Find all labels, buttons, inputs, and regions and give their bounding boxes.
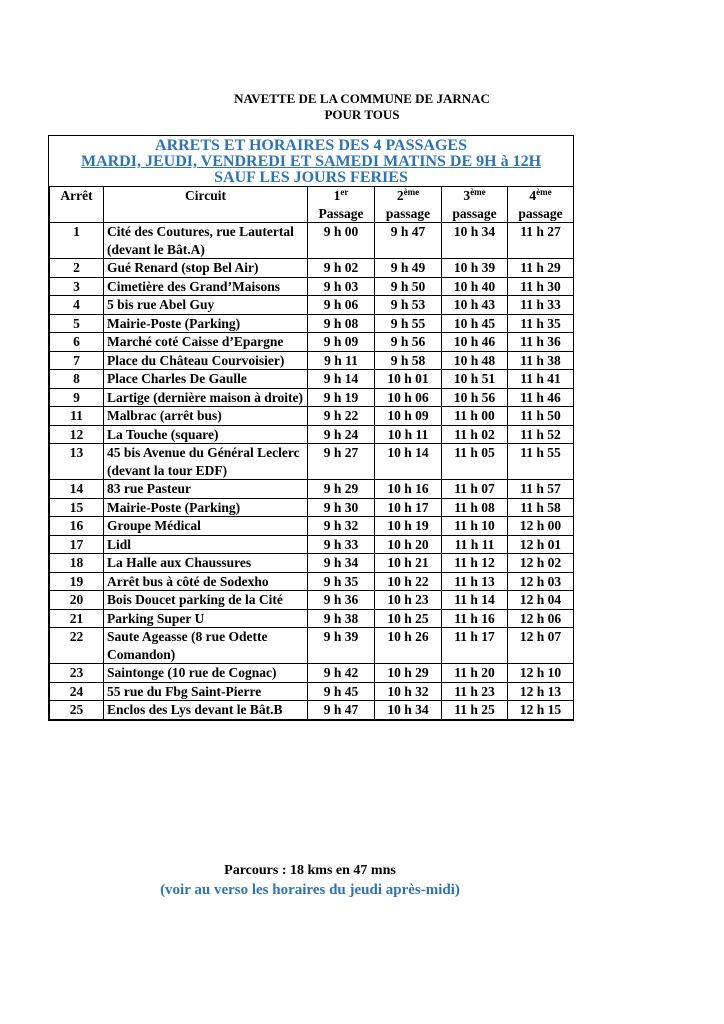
- time-passage-3: 10 h 48: [442, 351, 508, 370]
- time-passage-2: 10 h 20: [375, 535, 442, 554]
- table-row: [50, 277, 574, 296]
- table-row: [50, 591, 574, 610]
- stop-number: 13: [50, 444, 104, 480]
- stop-number: 20: [50, 591, 104, 610]
- table-row: [50, 370, 574, 389]
- stop-number: 17: [50, 535, 104, 554]
- time-passage-4: 12 h 01: [508, 535, 574, 554]
- stop-circuit: Place Charles De Gaulle: [104, 370, 308, 389]
- time-passage-3: 10 h 43: [442, 296, 508, 315]
- time-passage-4: 12 h 03: [508, 572, 574, 591]
- time-passage-2: 10 h 17: [375, 498, 442, 517]
- time-passage-4: 12 h 06: [508, 609, 574, 628]
- time-passage-3: 11 h 02: [442, 425, 508, 444]
- route-distance: Parcours : 18 kms en 47 mns: [224, 863, 396, 878]
- time-passage-3: 10 h 39: [442, 259, 508, 278]
- stop-circuit: Groupe Médical: [104, 517, 308, 536]
- time-passage-2: 10 h 16: [375, 480, 442, 499]
- time-passage-3: 10 h 51: [442, 370, 508, 389]
- time-passage-1: 9 h 06: [308, 296, 375, 315]
- time-passage-2: 9 h 58: [375, 351, 442, 370]
- time-passage-3: 10 h 56: [442, 388, 508, 407]
- table-row: [50, 554, 574, 573]
- time-passage-2: 9 h 53: [375, 296, 442, 315]
- stop-number: 7: [50, 351, 104, 370]
- time-passage-4: 12 h 02: [508, 554, 574, 573]
- time-passage-2: 10 h 01: [375, 370, 442, 389]
- table-row: [50, 498, 574, 517]
- time-passage-2: 10 h 23: [375, 591, 442, 610]
- stop-number: 19: [50, 572, 104, 591]
- time-passage-4: 12 h 04: [508, 591, 574, 610]
- stop-circuit: 55 rue du Fbg Saint-Pierre: [104, 682, 308, 701]
- header-passage-2: 2ème passage: [375, 187, 442, 223]
- stop-circuit: Mairie-Poste (Parking): [104, 314, 308, 333]
- time-passage-2: 9 h 50: [375, 277, 442, 296]
- stop-number: 9: [50, 388, 104, 407]
- time-passage-4: 11 h 41: [508, 370, 574, 389]
- stop-circuit: Lidl: [104, 535, 308, 554]
- time-passage-4: 11 h 36: [508, 333, 574, 352]
- stop-circuit: La Touche (square): [104, 425, 308, 444]
- time-passage-2: 10 h 34: [375, 701, 442, 720]
- time-passage-1: 9 h 32: [308, 517, 375, 536]
- time-passage-3: 11 h 20: [442, 664, 508, 683]
- stop-number: 1: [50, 223, 104, 259]
- time-passage-1: 9 h 47: [308, 701, 375, 720]
- table-row: [50, 664, 574, 683]
- header-passage-3: 3ème passage: [442, 187, 508, 223]
- time-passage-3: 10 h 34: [442, 223, 508, 259]
- stop-circuit: La Halle aux Chaussures: [104, 554, 308, 573]
- time-passage-4: 11 h 58: [508, 498, 574, 517]
- stop-circuit: Arrêt bus à côté de Sodexho: [104, 572, 308, 591]
- time-passage-1: 9 h 24: [308, 425, 375, 444]
- stop-number: 3: [50, 277, 104, 296]
- stop-number: 25: [50, 701, 104, 720]
- time-passage-4: 11 h 55: [508, 444, 574, 480]
- time-passage-4: 11 h 35: [508, 314, 574, 333]
- stop-number: 14: [50, 480, 104, 499]
- stop-number: 11: [50, 407, 104, 426]
- stop-circuit: 83 rue Pasteur: [104, 480, 308, 499]
- time-passage-1: 9 h 22: [308, 407, 375, 426]
- time-passage-4: 11 h 38: [508, 351, 574, 370]
- time-passage-3: 10 h 46: [442, 333, 508, 352]
- header-passage-1: 1er Passage: [308, 187, 375, 223]
- stop-number: 6: [50, 333, 104, 352]
- stop-number: 21: [50, 609, 104, 628]
- table-row: [50, 314, 574, 333]
- time-passage-4: 11 h 52: [508, 425, 574, 444]
- table-row: [50, 296, 574, 315]
- time-passage-4: 11 h 30: [508, 277, 574, 296]
- time-passage-3: 11 h 12: [442, 554, 508, 573]
- schedule-banner: [49, 136, 573, 186]
- stop-circuit: 45 bis Avenue du Général Leclerc (devant la tour EDF): [104, 444, 308, 480]
- verso-note: (voir au verso les horaires du jeudi après-midi): [160, 882, 460, 898]
- time-passage-4: 11 h 46: [508, 388, 574, 407]
- time-passage-3: 11 h 10: [442, 517, 508, 536]
- time-passage-2: 10 h 19: [375, 517, 442, 536]
- time-passage-3: 10 h 45: [442, 314, 508, 333]
- header-stop: Arrêt: [50, 187, 104, 223]
- time-passage-1: 9 h 38: [308, 609, 375, 628]
- time-passage-2: 9 h 56: [375, 333, 442, 352]
- time-passage-3: 11 h 07: [442, 480, 508, 499]
- table-row: [50, 223, 574, 259]
- time-passage-1: 9 h 19: [308, 388, 375, 407]
- time-passage-2: 10 h 09: [375, 407, 442, 426]
- header-circuit: Circuit: [104, 187, 308, 223]
- time-passage-1: 9 h 36: [308, 591, 375, 610]
- stop-number: 23: [50, 664, 104, 683]
- time-passage-1: 9 h 35: [308, 572, 375, 591]
- time-passage-3: 11 h 13: [442, 572, 508, 591]
- table-row: [50, 701, 574, 720]
- schedule-sheet: [48, 135, 574, 721]
- time-passage-1: 9 h 00: [308, 223, 375, 259]
- time-passage-2: 10 h 25: [375, 609, 442, 628]
- stop-circuit: 5 bis rue Abel Guy: [104, 296, 308, 315]
- stop-number: 15: [50, 498, 104, 517]
- time-passage-3: 11 h 14: [442, 591, 508, 610]
- time-passage-4: 12 h 15: [508, 701, 574, 720]
- time-passage-4: 11 h 50: [508, 407, 574, 426]
- table-row: [50, 425, 574, 444]
- time-passage-1: 9 h 29: [308, 480, 375, 499]
- stop-number: 4: [50, 296, 104, 315]
- time-passage-1: 9 h 03: [308, 277, 375, 296]
- banner-line-2: MARDI, JEUDI, VENDREDI ET SAMEDI MATINS DE 9H à 12H: [80, 153, 542, 170]
- table-row: [50, 535, 574, 554]
- time-passage-4: 11 h 29: [508, 259, 574, 278]
- time-passage-4: 12 h 07: [508, 628, 574, 664]
- stop-circuit: Lartige (dernière maison à droite): [104, 388, 308, 407]
- table-row: [50, 480, 574, 499]
- time-passage-3: 10 h 40: [442, 277, 508, 296]
- time-passage-1: 9 h 02: [308, 259, 375, 278]
- time-passage-3: 11 h 23: [442, 682, 508, 701]
- table-row: [50, 259, 574, 278]
- stop-circuit: Bois Doucet parking de la Cité: [104, 591, 308, 610]
- time-passage-4: 12 h 00: [508, 517, 574, 536]
- time-passage-2: 10 h 14: [375, 444, 442, 480]
- time-passage-2: 9 h 47: [375, 223, 442, 259]
- header-passage-4: 4ème passage: [508, 187, 574, 223]
- table-row: [50, 351, 574, 370]
- time-passage-1: 9 h 27: [308, 444, 375, 480]
- schedule-table: [49, 186, 574, 720]
- time-passage-4: 11 h 57: [508, 480, 574, 499]
- stop-circuit: Place du Château Courvoisier): [104, 351, 308, 370]
- banner-line-3: SAUF LES JOURS FERIES: [214, 169, 408, 186]
- table-row: [50, 682, 574, 701]
- time-passage-3: 11 h 11: [442, 535, 508, 554]
- time-passage-2: 10 h 32: [375, 682, 442, 701]
- stop-number: 8: [50, 370, 104, 389]
- time-passage-3: 11 h 16: [442, 609, 508, 628]
- table-header-row: [50, 187, 574, 223]
- time-passage-1: 9 h 39: [308, 628, 375, 664]
- stop-circuit: Cité des Coutures, rue Lautertal (devant le Bât.A): [104, 223, 308, 259]
- time-passage-2: 9 h 55: [375, 314, 442, 333]
- stop-number: 24: [50, 682, 104, 701]
- banner-line-1: ARRETS ET HORAIRES DES 4 PASSAGES: [155, 137, 467, 154]
- table-row: [50, 517, 574, 536]
- table-row: [50, 628, 574, 664]
- time-passage-2: 10 h 29: [375, 664, 442, 683]
- time-passage-4: 11 h 33: [508, 296, 574, 315]
- stop-circuit: Saintonge (10 rue de Cognac): [104, 664, 308, 683]
- time-passage-4: 12 h 10: [508, 664, 574, 683]
- stop-circuit: Gué Renard (stop Bel Air): [104, 259, 308, 278]
- time-passage-1: 9 h 14: [308, 370, 375, 389]
- time-passage-4: 12 h 13: [508, 682, 574, 701]
- time-passage-2: 10 h 21: [375, 554, 442, 573]
- table-row: [50, 333, 574, 352]
- table-row: [50, 444, 574, 480]
- table-row: [50, 572, 574, 591]
- time-passage-1: 9 h 11: [308, 351, 375, 370]
- time-passage-3: 11 h 05: [442, 444, 508, 480]
- stop-circuit: Enclos des Lys devant le Bât.B: [104, 701, 308, 720]
- stop-number: 2: [50, 259, 104, 278]
- time-passage-1: 9 h 33: [308, 535, 375, 554]
- time-passage-1: 9 h 08: [308, 314, 375, 333]
- time-passage-1: 9 h 09: [308, 333, 375, 352]
- stop-number: 12: [50, 425, 104, 444]
- time-passage-2: 10 h 26: [375, 628, 442, 664]
- stop-number: 16: [50, 517, 104, 536]
- time-passage-1: 9 h 45: [308, 682, 375, 701]
- time-passage-4: 11 h 27: [508, 223, 574, 259]
- table-row: [50, 609, 574, 628]
- stop-circuit: Marché coté Caisse d’Epargne: [104, 333, 308, 352]
- time-passage-3: 11 h 00: [442, 407, 508, 426]
- stop-circuit: Saute Ageasse (8 rue Odette Comandon): [104, 628, 308, 664]
- document-subtitle: POUR TOUS: [324, 107, 400, 122]
- stop-number: 5: [50, 314, 104, 333]
- stop-circuit: Parking Super U: [104, 609, 308, 628]
- time-passage-2: 9 h 49: [375, 259, 442, 278]
- document-title: NAVETTE DE LA COMMUNE DE JARNAC: [234, 91, 490, 106]
- stop-number: 18: [50, 554, 104, 573]
- time-passage-1: 9 h 42: [308, 664, 375, 683]
- stop-circuit: Malbrac (arrêt bus): [104, 407, 308, 426]
- time-passage-3: 11 h 17: [442, 628, 508, 664]
- time-passage-1: 9 h 34: [308, 554, 375, 573]
- time-passage-2: 10 h 22: [375, 572, 442, 591]
- time-passage-1: 9 h 30: [308, 498, 375, 517]
- table-row: [50, 407, 574, 426]
- stop-number: 22: [50, 628, 104, 664]
- time-passage-2: 10 h 06: [375, 388, 442, 407]
- table-row: [50, 388, 574, 407]
- stop-circuit: Mairie-Poste (Parking): [104, 498, 308, 517]
- time-passage-3: 11 h 25: [442, 701, 508, 720]
- time-passage-3: 11 h 08: [442, 498, 508, 517]
- time-passage-2: 10 h 11: [375, 425, 442, 444]
- stop-circuit: Cimetière des Grand’Maisons: [104, 277, 308, 296]
